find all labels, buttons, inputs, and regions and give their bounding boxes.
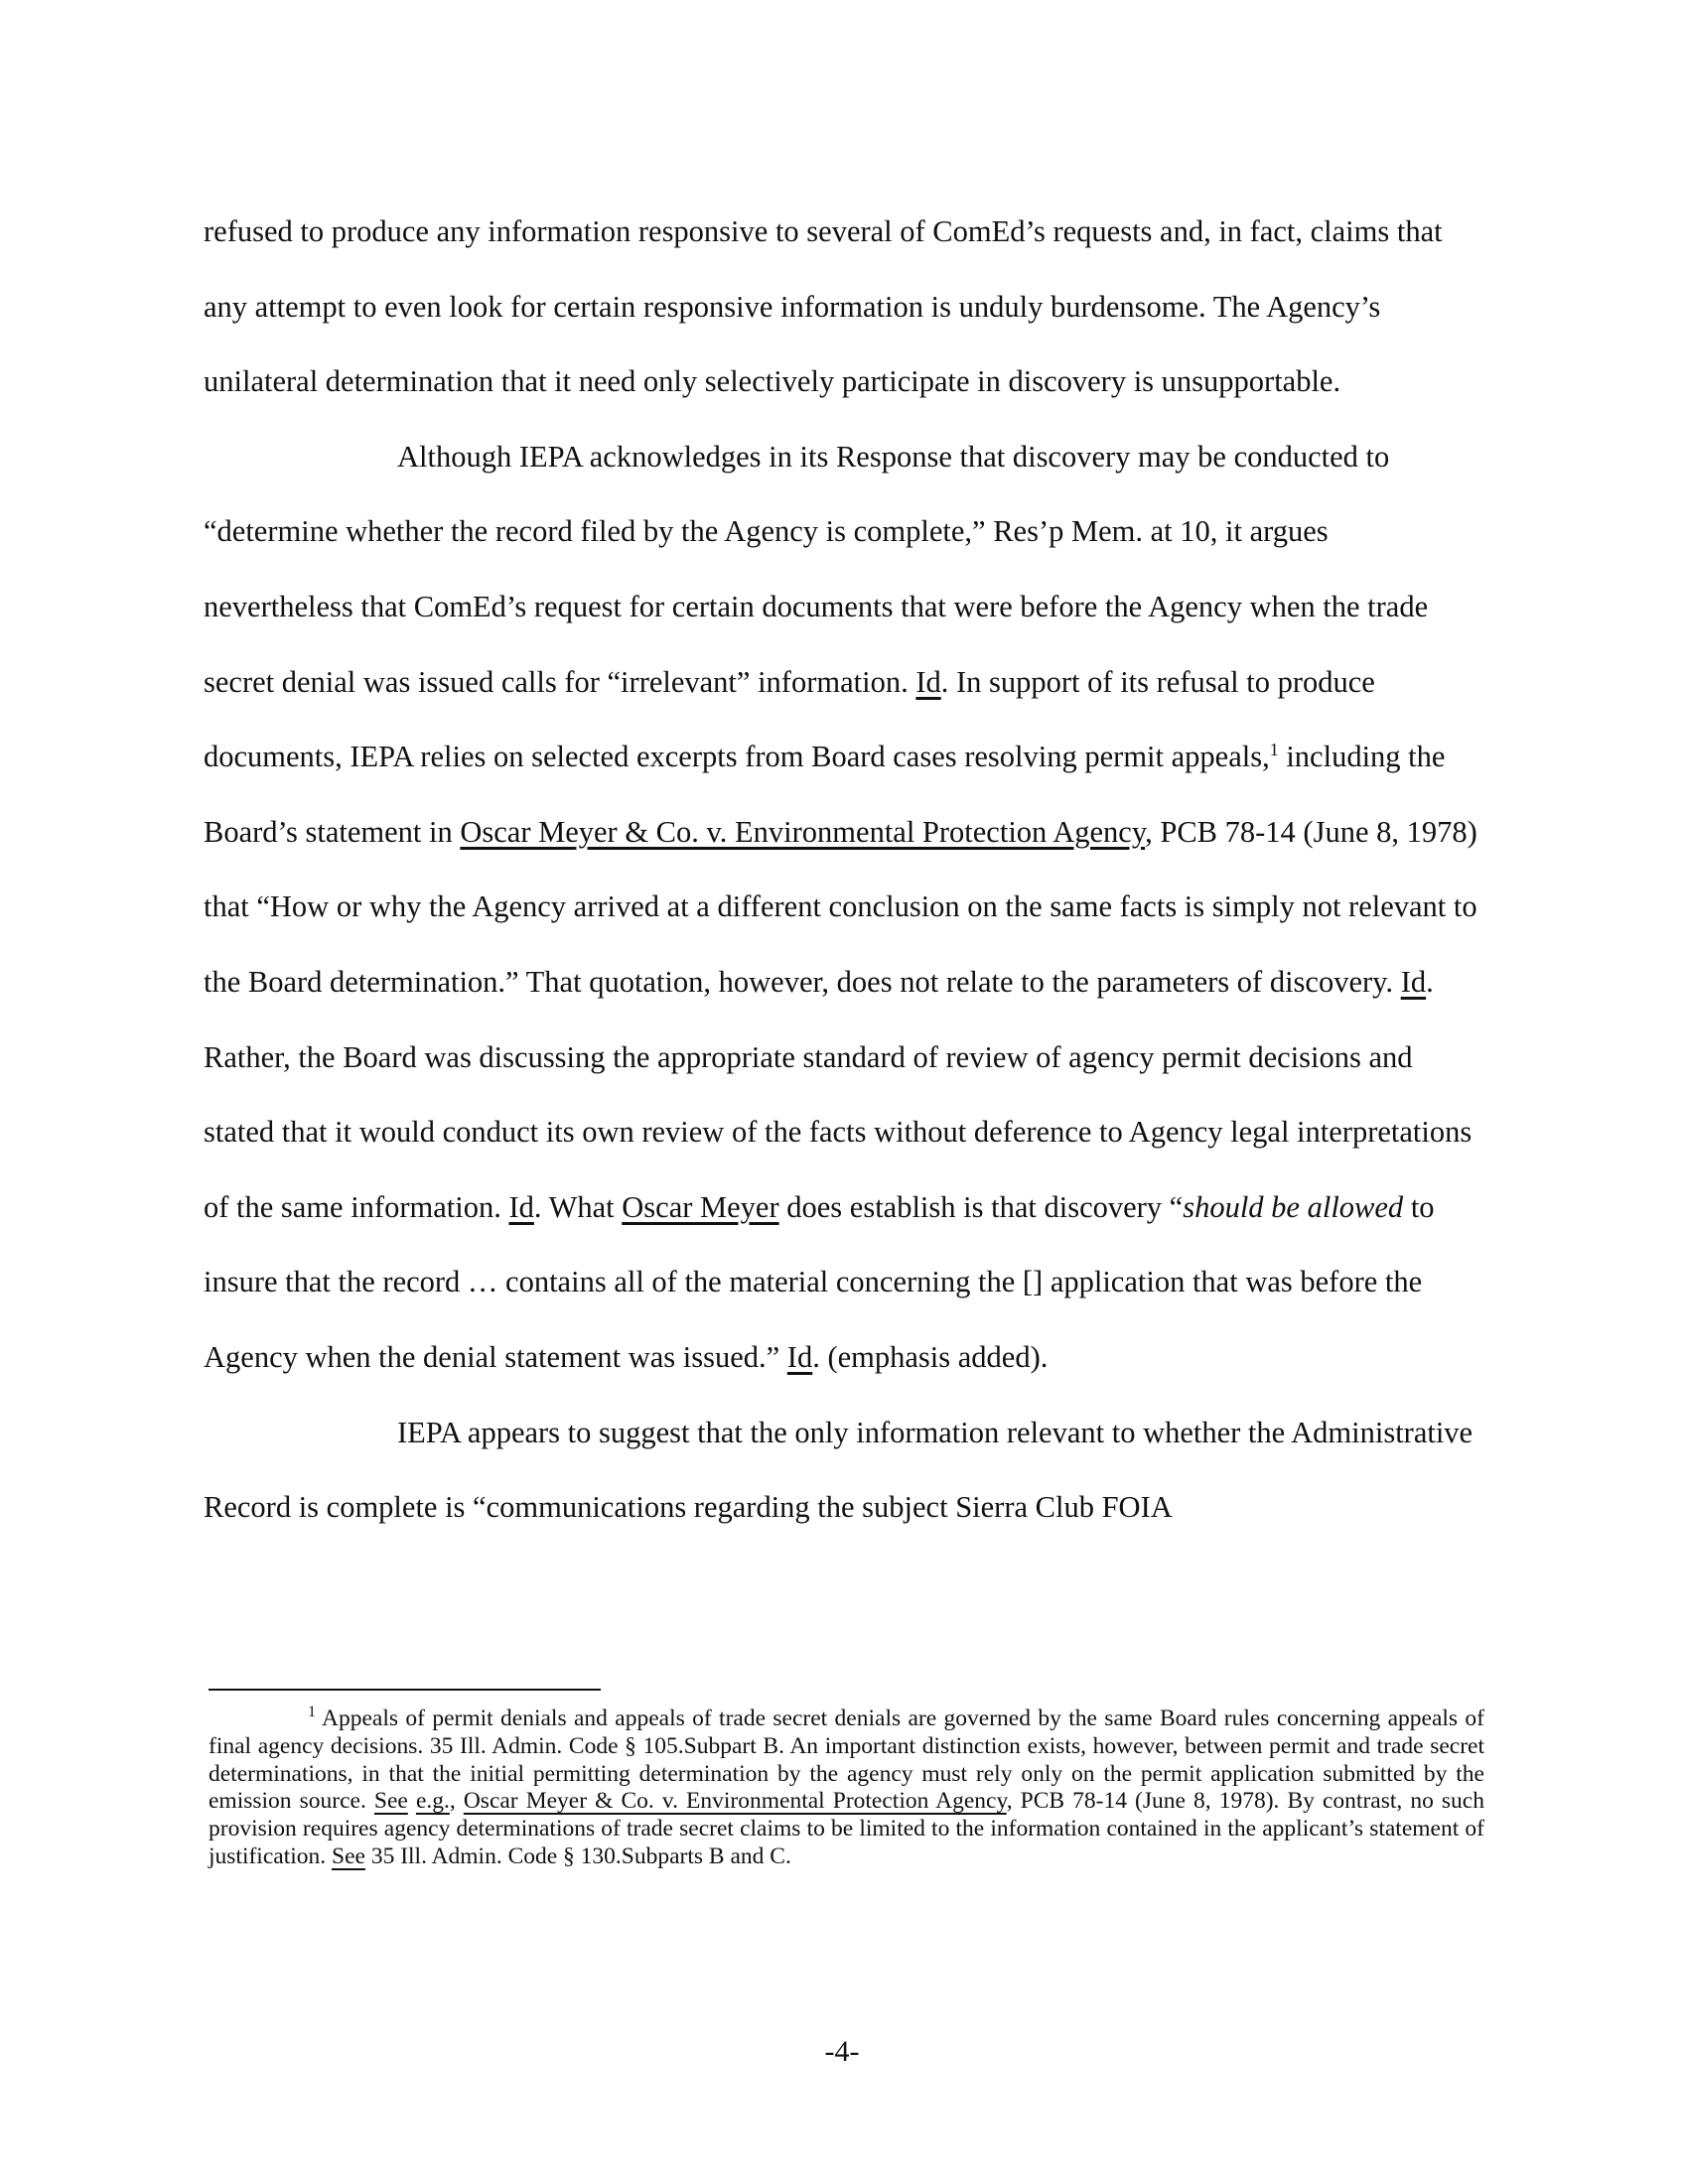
case-citation: Oscar Meyer [622,1189,779,1224]
page-number: -4- [824,2035,860,2068]
text-run: including the Board’s statement in [204,740,1446,849]
footnote-divider [209,1689,601,1691]
footnote-mark: 1 [308,1704,316,1721]
text-run: , PCB 78-14 (June 8, 1978) that “How or why the Agency arrived at a different conclusion on the same facts is simply not relevant to the Board determination.” That quotation, however, does not relate to the parameters of discovery. [204,814,1477,999]
case-citation: Oscar Meyer & Co. v. Environmental Protection Agency [460,814,1146,849]
text-run: . Rather, the Board was discussing the appropriate standard of review of agency permit decisions and stated that it would conduct its own review of the facts without deference to Agency legal interpretations of the same information. [204,964,1473,1224]
case-citation: Oscar Meyer & Co. v. Environmental Protection Agency [463,1788,1007,1815]
text-run: Appeals of permit denials and appeals of trade secret denials are governed by the same Board rules concerning appeals of final agency decisions. 35 Ill. Admin. Code § 105.Subpart B. An important distinction exists, however, between permit and trade secret determinations, in that the initial permitting determination by the agency must rely only on the permit application submitted by the emission source. [209,1706,1484,1815]
paragraph-2 [204,420,1484,1396]
paragraph-3: IEPA appears to suggest that the only information relevant to whether the Administrative Record is complete is “communications regarding the subject Sierra Club FOIA [204,1415,1474,1525]
citation-signal: See [332,1843,365,1869]
text-run [408,1788,416,1814]
text-run: . (emphasis added). [812,1339,1049,1374]
citation-id: Id [508,1189,534,1224]
citation-id: Id [786,1339,813,1374]
citation-signal: See [373,1788,408,1815]
text-run: , [449,1788,464,1815]
footnote [209,1706,1484,1871]
citation-id: Id [1400,964,1427,999]
footnote-reference: 1 [1269,740,1279,759]
text-run: to insure that the record … contains all of the material concerning the [] application that was before the Agency when the denial statement was issued.” [204,1189,1435,1374]
text-run: 35 Ill. Admin. Code § 130.Subparts B and C. [364,1843,791,1869]
text-run: does establish is that discovery “ [778,1189,1184,1224]
text-run: , PCB 78-14 (June 8, 1978). By contrast, no such provision requires agency determinations of trade secret claims to be limited to the information contained in the applicant’s statement of justification. [209,1788,1484,1869]
citation-id: Id [915,664,941,699]
text-run: . In support of its refusal to produce documents, IEPA relies on selected excerpts from Board cases resolving permit appeals, [204,664,1375,774]
body-text [204,195,1484,1546]
emphasized-text: should be allowed [1183,1189,1404,1224]
paragraph-1: refused to produce any information responsive to several of ComEd’s requests and, in fact, claims that any attempt to even look for certain responsive information is unduly burdensome. The Agency’s unilateral determination that it need only selectively participate in discovery is unsupportable. [204,214,1443,399]
text-run: Although IEPA acknowledges in its Response that discovery may be conducted to “determine whether the record filed by the Agency is complete,” Res’p Mem. at 10, it argues nevertheless that ComEd’s request for certain documents that were before the Agency when the trade secret denial was issued calls for “irrelevant” information. [204,439,1429,699]
text-run: . What [533,1189,623,1224]
citation-signal: e.g. [415,1788,450,1815]
